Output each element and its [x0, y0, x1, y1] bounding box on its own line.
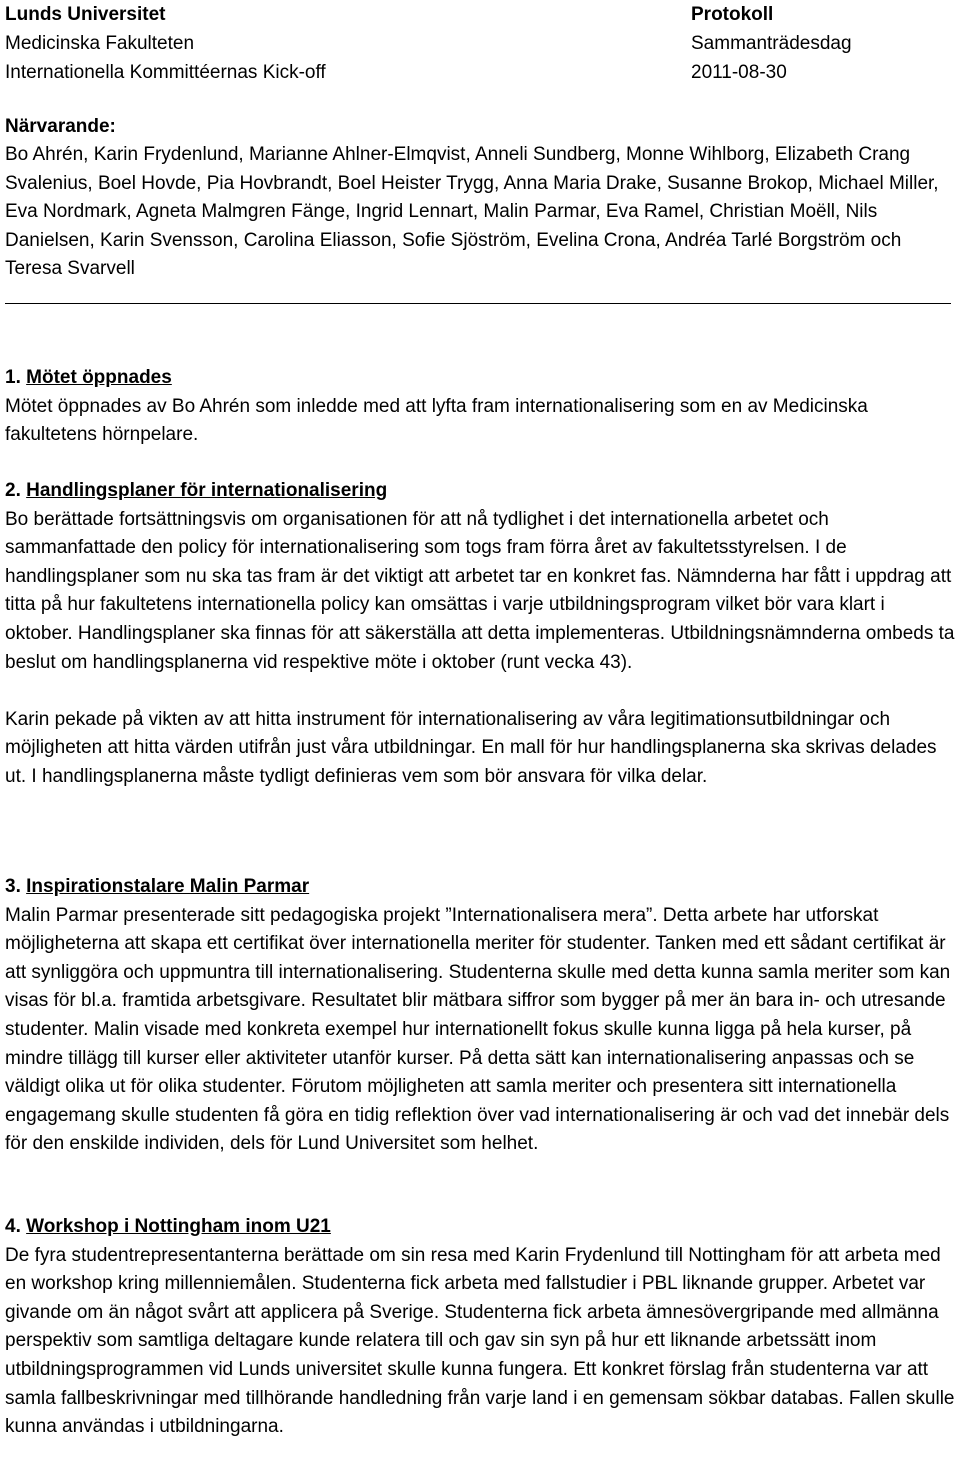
section-4	[5, 1213, 955, 1442]
meeting-date: 2011-08-30	[691, 62, 787, 83]
attendees-list: Bo Ahrén, Karin Frydenlund, Marianne Ahlner-Elmqvist, Anneli Sundberg, Monne Wihlborg, Elizabeth Crang Svalenius, Boel Hovde, Pia Hovbrandt, Boel Heister Trygg, Anna Maria Drake, Susanne Brokop, Michael Miller, Eva Nordmark, Agneta Malmgren Fänge, Ingrid Lennart, Malin Parmar, Eva Ramel, Christian Moëll, Nils Danielsen, Karin Svensson, Carolina Eliasson, Sofie Sjöström, Evelina Crona, Andréa Tarlé Borgström och Teresa Svarvell	[5, 144, 939, 280]
section-heading	[5, 1213, 955, 1242]
section-paragraph: Karin pekade på vikten av att hitta instrument för internationalisering av våra legitimationsutbildningar och möjligheten att hitta värden utifrån just våra utbildningar. En mall för hur handlingsplanerna ska skrivas delades ut. I handlingsplanerna måste tydligt definieras vem som bör ansvara för vilka delar.	[5, 708, 937, 787]
section-paragraph: Mötet öppnades av Bo Ahrén som inledde med att lyfta fram internationalisering som en av Medicinska fakultetens hörnpelare.	[5, 395, 868, 446]
paragraph-gap	[5, 677, 955, 706]
section-paragraph: Bo berättade fortsättningsvis om organisationen för att nå tydlighet i det internationella arbetet och sammanfattade den policy för internationalisering som togs fram förra året av fakultetsstyrelsen. I de handlingsplaner som nu ska tas fram är det viktigt att arbetet tar en konkret fas. Nämnderna har fått i uppdrag att titta på hur fakultetens internationella policy kan omsättas i varje utbildningsprogram vilket bör vara klart i oktober. Handlingsplaner ska finnas för att säkerställa att detta implementeras. Utbildningsnämnderna ombeds ta beslut om handlingsplanerna vid respektive möte i oktober (runt vecka 43).	[5, 508, 955, 673]
university-name: Lunds Universitet	[5, 4, 166, 25]
document-type: Protokoll	[691, 4, 774, 25]
section-number: 4.	[5, 1216, 21, 1237]
section-2	[5, 477, 955, 792]
document-page	[5, 0, 955, 1438]
section-heading	[5, 477, 955, 506]
section-3	[5, 873, 955, 1159]
section-title: Handlingsplaner för internationalisering	[26, 480, 388, 501]
section-number: 2.	[5, 480, 21, 501]
attendees-heading: Närvarande:	[5, 116, 116, 137]
header-left	[5, 0, 326, 87]
section-title: Workshop i Nottingham inom U21	[26, 1216, 331, 1237]
event-name: Internationella Kommittéernas Kick-off	[5, 62, 326, 83]
section-number: 3.	[5, 876, 21, 897]
separator-line	[5, 303, 951, 304]
meeting-date-label: Sammanträdesdag	[691, 33, 852, 54]
document-header	[5, 0, 955, 84]
section-paragraph: De fyra studentrepresentanterna berättade om sin resa med Karin Frydenlund till Nottingham för att arbeta med en workshop kring millenniemålen. Studenterna fick arbeta med fallstudier i PBL liknande grupper. Arbetet var givande om än något svårt att applicera på Sverige. Studenterna fick arbeta ämnesövergripande med allmänna perspektiv som samtliga deltagare kunde relatera till och gav sin syn på hur ett liknande arbetssätt inom utbildningsprogrammen vid Lunds universitet skulle kunna fungera. Ett konkret förslag från studenterna var att samla fallbeskrivningar med tillhörande handledning från varje land i en gemensam sökbar databas. Fallen skulle kunna användas i utbildningarna.	[5, 1244, 955, 1438]
section-title: Inspirationstalare Malin Parmar	[26, 876, 310, 897]
header-right	[691, 0, 852, 87]
section-heading	[5, 364, 955, 393]
section-title: Mötet öppnades	[26, 367, 172, 388]
section-1	[5, 364, 955, 450]
section-heading	[5, 873, 955, 902]
section-number: 1.	[5, 367, 21, 388]
faculty-name: Medicinska Fakulteten	[5, 33, 195, 54]
section-paragraph: Malin Parmar presenterade sitt pedagogiska projekt ”Internationalisera mera”. Detta arbete har utforskat möjligheterna att skapa ett certifikat över internationella meriter för studenter. Tanken med ett sådant certifikat är att synliggöra och uppmuntra till internationalisering. Studenterna skulle med detta kunna samla meriter som kan visas för bl.a. framtida arbetsgivare. Resultatet blir mätbara siffror som bygger på mer än bara in- och utresande studenter. Malin visade med konkreta exempel hur internationellt fokus skulle kunna ligga på hela kurser, på mindre tillägg till kurser eller aktiviteter utanför kurser. På detta sätt kan internationalisering anpassas och se väldigt olika ut för olika studenter. Förutom möjligheten att samla meriter och presentera sitt internationella engagemang skulle studenten få göra en tidig reflektion över vad internationalisering är och vad det innebär dels för den enskilde individen, dels för Lund Universitet som helhet.	[5, 904, 951, 1155]
